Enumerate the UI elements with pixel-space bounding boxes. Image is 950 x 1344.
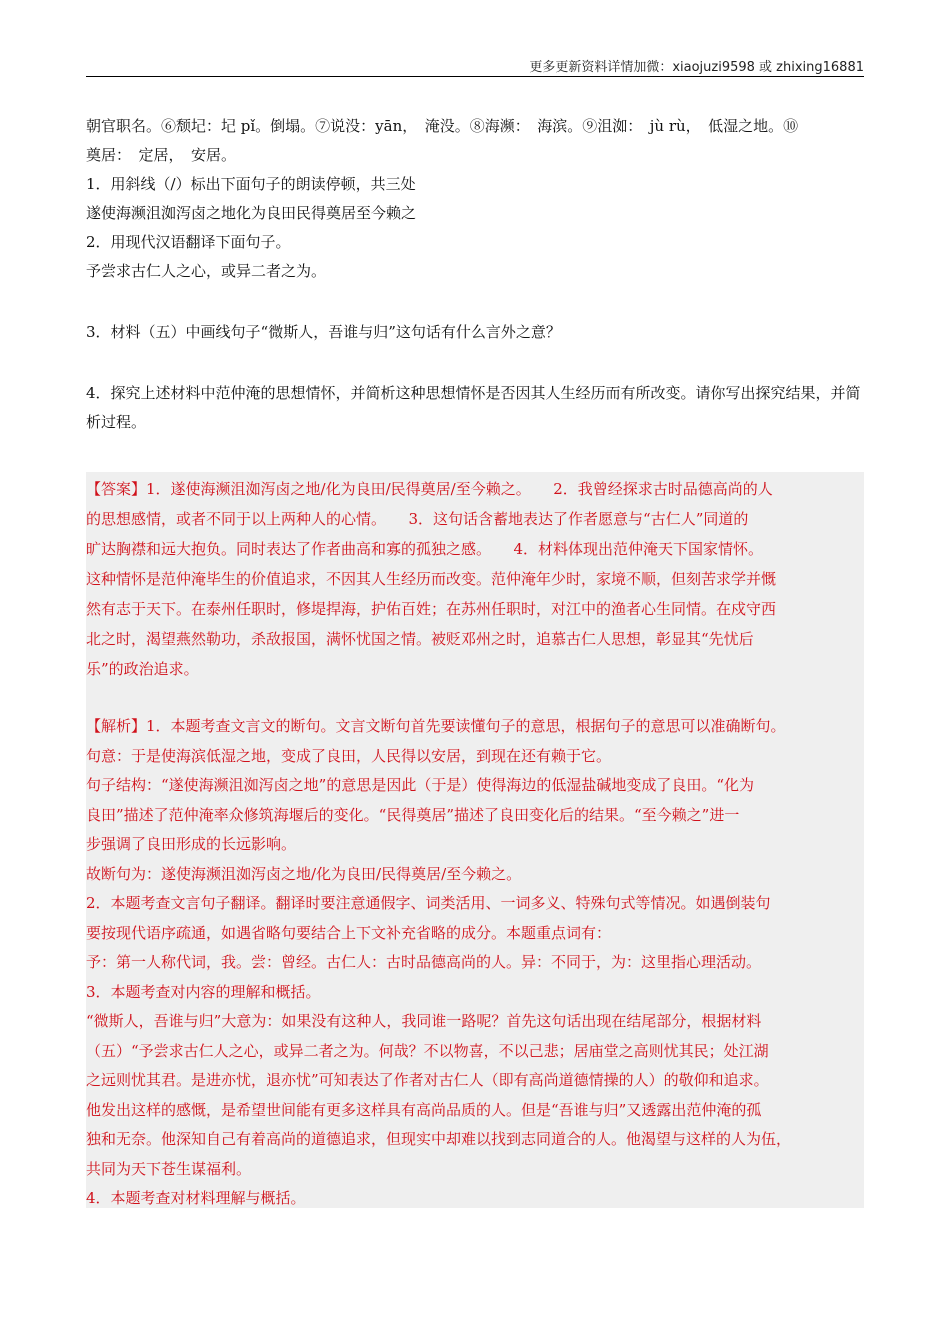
spacer bbox=[86, 286, 864, 318]
analysis-line: 共同为天下苍生谋福利。 bbox=[86, 1159, 252, 1178]
question-section bbox=[86, 112, 864, 437]
analysis-line: 【解析】1．本题考查文言文的断句。文言文断句首先要读懂句子的意思，根据句子的意思可以准确断句。 bbox=[86, 717, 786, 735]
analysis-line: 之远则忧其君。是进亦忧，退亦忧”可知表达了作者对古仁人（即有高尚道德情操的人）的敬仰和追求。 bbox=[86, 1071, 769, 1089]
analysis-line: 予：第一人称代词，我。尝：曾经。古仁人：古时品德高尚的人。异：不同于，为：这里指心理活动。 bbox=[86, 953, 762, 971]
analysis-line: 独和无奈。他深知自己有着高尚的道德追求，但现实中却难以找到志同道合的人。他渴望与这样的人为伍， bbox=[86, 1130, 792, 1148]
question-2-text: 予尝求古仁人之心，或异二者之为。 bbox=[86, 262, 327, 280]
answer-line: 旷达胸襟和远大抱负。同时表达了作者曲高和寡的孤独之感。 4．材料体现出范仲淹天下国家情怀。 bbox=[86, 540, 764, 558]
analysis-line: 句子结构：“遂使海濒沮洳泻卤之地”的意思是因此（于是）使得海边的低湿盐碱地变成了良田。“化为 bbox=[86, 776, 755, 794]
analysis-line: 故断句为：遂使海濒沮洳泻卤之地/化为良田/民得奠居/至今赖之。 bbox=[86, 864, 522, 883]
answer-line: 乐”的政治追求。 bbox=[86, 660, 199, 678]
notes-line: 朝官职名。⑥颓圮：圮 pǐ。倒塌。⑦说没：yān， 淹没。⑧海濒： 海滨。⑨沮洳： jù rù， 低湿之地。⑩ bbox=[86, 117, 799, 135]
answer-line: 然有志于天下。在泰州任职时，修堤捍海，护佑百姓；在苏州任职时，对江中的渔者心生同情。在戍守西 bbox=[86, 600, 777, 618]
analysis-line: 3．本题考查对内容的理解和概括。 bbox=[86, 982, 321, 1001]
answer-line: 的思想感情，或者不同于以上两种人的心情。 3．这句话含蓄地表达了作者愿意与“古仁人”同道的 bbox=[86, 510, 749, 528]
analysis-block bbox=[86, 712, 864, 1214]
analysis-line: 良田”描述了范仲淹率众修筑海堰后的变化。“民得奠居”描述了良田变化后的结果。“至今赖之”进一 bbox=[86, 805, 740, 824]
question-1-text: 遂使海濒沮洳泻卤之地化为良田民得奠居至今赖之 bbox=[86, 204, 417, 222]
question-2-label: 2．用现代汉语翻译下面句子。 bbox=[86, 233, 291, 251]
answer-line: 这种情怀是范仲淹毕生的价值追求，不因其人生经历而改变。范仲淹年少时，家境不顺，但刻苦求学并慨 bbox=[86, 570, 777, 588]
analysis-line: （五）“予尝求古仁人之心，或异二者之为。何哉？不以物喜，不以己悲；居庙堂之高则忧其民；处江湖 bbox=[86, 1041, 769, 1060]
analysis-line: “微斯人，吾谁与归”大意为：如果没有这种人，我同谁一路呢？首先这句话出现在结尾部分，根据材料 bbox=[86, 1012, 762, 1030]
analysis-line: 2．本题考查文言句子翻译。翻译时要注意通假字、词类活用、一词多义、特殊句式等情况。如遇倒装句 bbox=[86, 894, 771, 912]
analysis-line: 步强调了良田形成的长远影响。 bbox=[86, 835, 297, 853]
analysis-line: 句意：于是使海滨低湿之地，变成了良田，人民得以安居，到现在还有赖于它。 bbox=[86, 746, 612, 765]
spacer bbox=[86, 347, 864, 379]
question-1-label: 1．用斜线（/）标出下面句子的朗读停顿，共三处 bbox=[86, 175, 416, 193]
question-4-label: 4．探究上述材料中范仲淹的思想情怀，并简析这种思想情怀是否因其人生经历而有所改变。请你写出探究结果，并简析过程。 bbox=[86, 384, 861, 431]
analysis-line: 4．本题考查对材料理解与概括。 bbox=[86, 1189, 306, 1207]
question-3-label: 3．材料（五）中画线句子“微斯人，吾谁与归”这句话有什么言外之意？ bbox=[86, 323, 561, 341]
answer-block bbox=[86, 474, 864, 684]
analysis-line: 他发出这样的感慨，是希望世间能有更多这样具有高尚品质的人。但是“吾谁与归”又透露出范仲淹的孤 bbox=[86, 1100, 762, 1119]
analysis-line: 要按现代语序疏通，如遇省略句要结合上下文补充省略的成分。本题重点词有： bbox=[86, 923, 612, 942]
page-header: 更多更新资料详情加微：xiaojuzi9598 或 zhixing16881 bbox=[529, 60, 864, 75]
notes-line: 奠居： 定居， 安居。 bbox=[86, 146, 237, 164]
answer-line: 【答案】1．遂使海濒沮洳泻卤之地/化为良田/民得奠居/至今赖之。 2．我曾经探求古时品德高尚的人 bbox=[86, 480, 773, 498]
header-divider bbox=[86, 76, 864, 77]
answer-line: 北之时，渴望燕然勒功，杀敌报国，满怀忧国之情。被贬邓州之时，追慕古仁人思想，彰显其“先忧后 bbox=[86, 630, 754, 648]
